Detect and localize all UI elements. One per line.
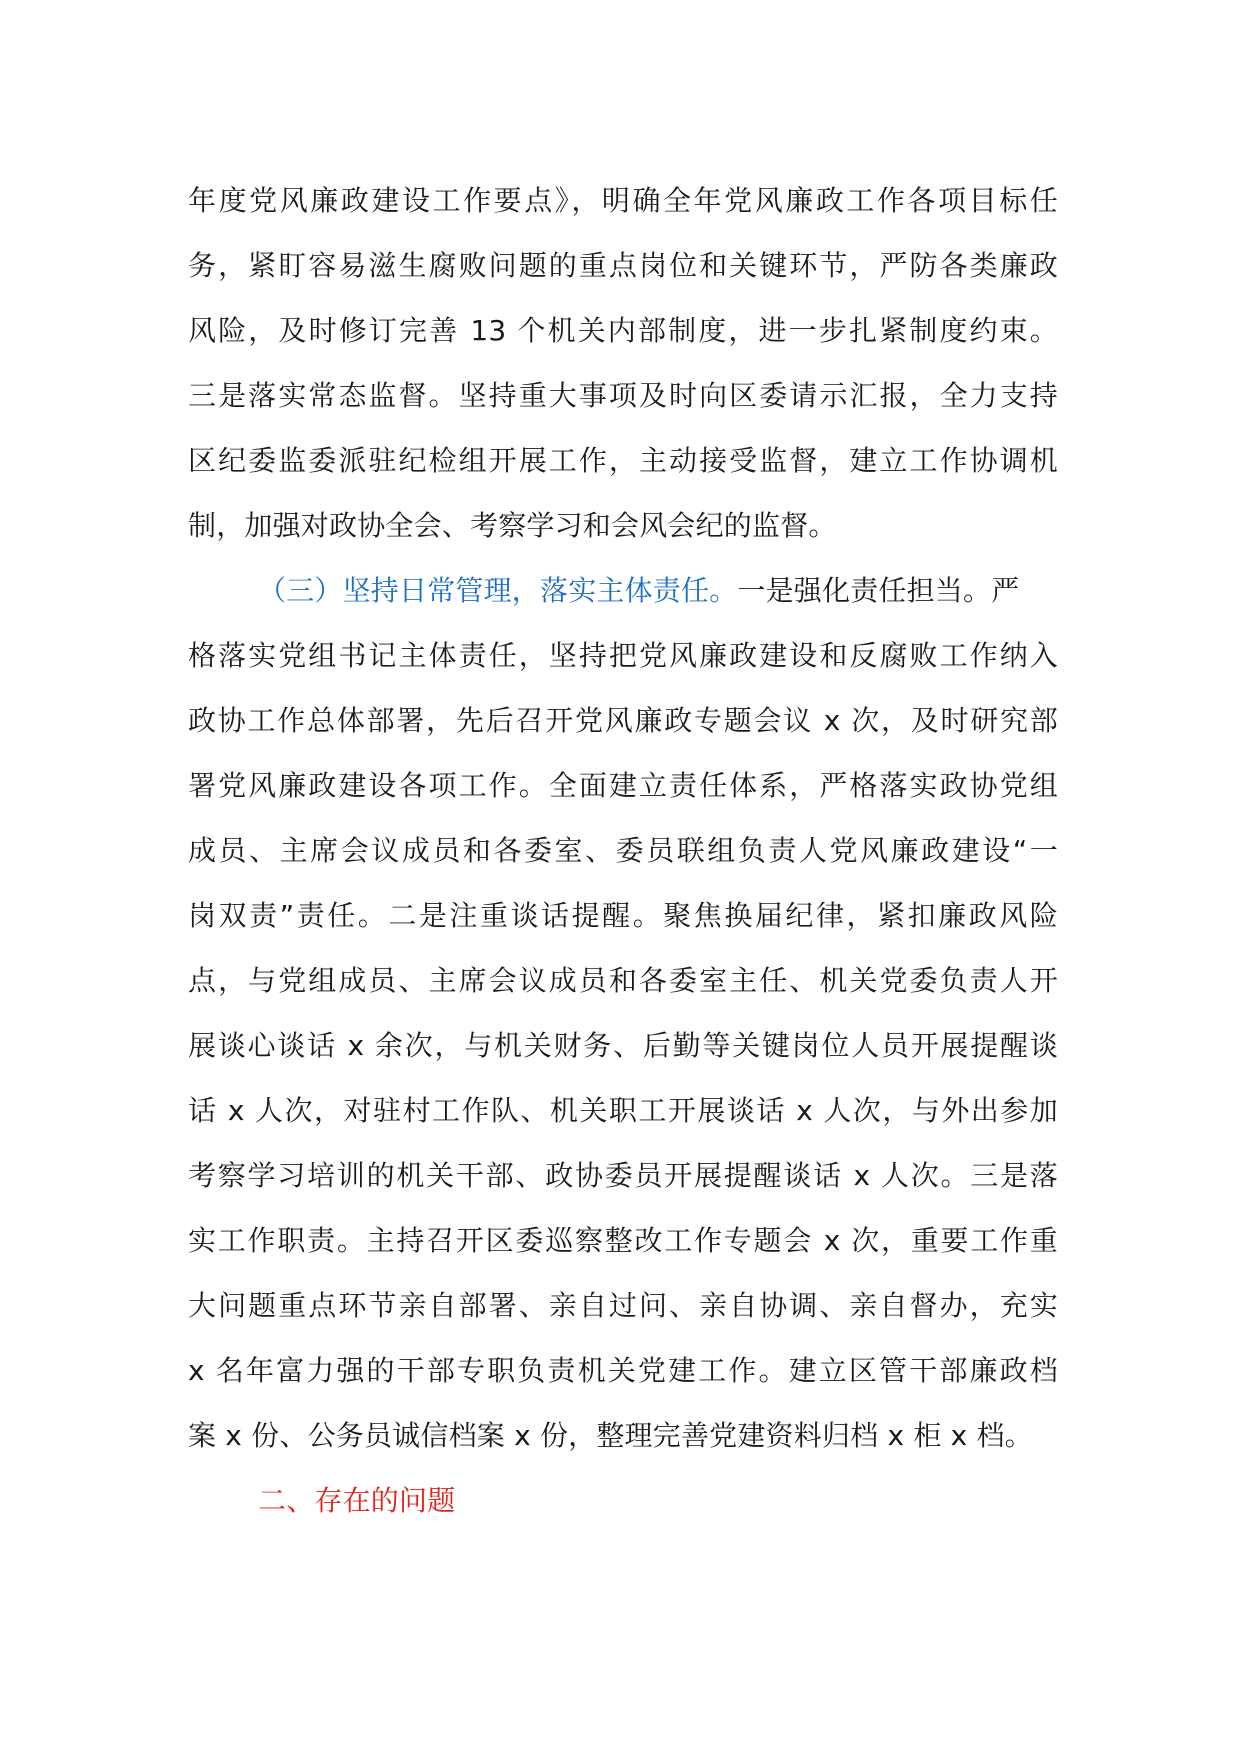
text-line: x 名年富力强的干部专职负责机关党建工作。建立区管干部廉政档	[188, 1354, 1058, 1387]
text-line: 话 x 人次，对驻村工作队、机关职工开展谈话 x 人次，与外出参加	[188, 1094, 1058, 1127]
section-three-first-line-text: 一是强化责任担当。严	[737, 574, 1020, 607]
text-line: 政协工作总体部署，先后召开党风廉政专题会议 x 次，及时研究部	[188, 704, 1058, 737]
text-line: 成员、主席会议成员和各委室、委员联组负责人党风廉政建设“一	[188, 834, 1058, 867]
text-line: 三是落实常态监督。坚持重大事项及时向区委请示汇报，全力支持	[188, 379, 1058, 412]
text-line: 制，加强对政协全会、考察学习和会风会纪的监督。	[188, 509, 837, 542]
text-line: 区纪委监委派驻纪检组开展工作，主动接受监督，建立工作协调机	[188, 444, 1058, 477]
text-line: 署党风廉政建设各项工作。全面建立责任体系，严格落实政协党组	[188, 769, 1058, 802]
text-line: 案 x 份、公务员诚信档案 x 份，整理完善党建资料归档 x 柜 x 档。	[188, 1419, 1033, 1452]
text-line: 考察学习培训的机关干部、政协委员开展提醒谈话 x 人次。三是落	[188, 1159, 1058, 1192]
text-line: 展谈心谈话 x 余次，与机关财务、后勤等关键岗位人员开展提醒谈	[188, 1029, 1058, 1062]
text-line: 年度党风廉政建设工作要点》，明确全年党风廉政工作各项目标任	[188, 184, 1058, 217]
section-three-first-line	[188, 558, 1058, 623]
text-line: 岗双责”责任。二是注重谈话提醒。聚焦换届纪律，紧扣廉政风险	[188, 899, 1058, 932]
text-line: 风险，及时修订完善 13 个机关内部制度，进一步扎紧制度约束。	[188, 314, 1058, 347]
text-line: 大问题重点环节亲自部署、亲自过问、亲自协调、亲自督办，充实	[188, 1289, 1058, 1322]
body-text	[188, 168, 1058, 1533]
text-line: 务，紧盯容易滋生腐败问题的重点岗位和关键环节，严防各类廉政	[188, 249, 1058, 282]
text-line: 点，与党组成员、主席会议成员和各委室主任、机关党委负责人开	[188, 964, 1058, 997]
section-three-heading: （三）坚持日常管理，落实主体责任。	[258, 574, 738, 607]
text-line: 实工作职责。主持召开区委巡察整改工作专题会 x 次，重要工作重	[188, 1224, 1058, 1257]
text-line: 格落实党组书记主体责任，坚持把党风廉政建设和反腐败工作纳入	[188, 639, 1058, 672]
section-two-heading: 二、存在的问题	[258, 1484, 456, 1517]
